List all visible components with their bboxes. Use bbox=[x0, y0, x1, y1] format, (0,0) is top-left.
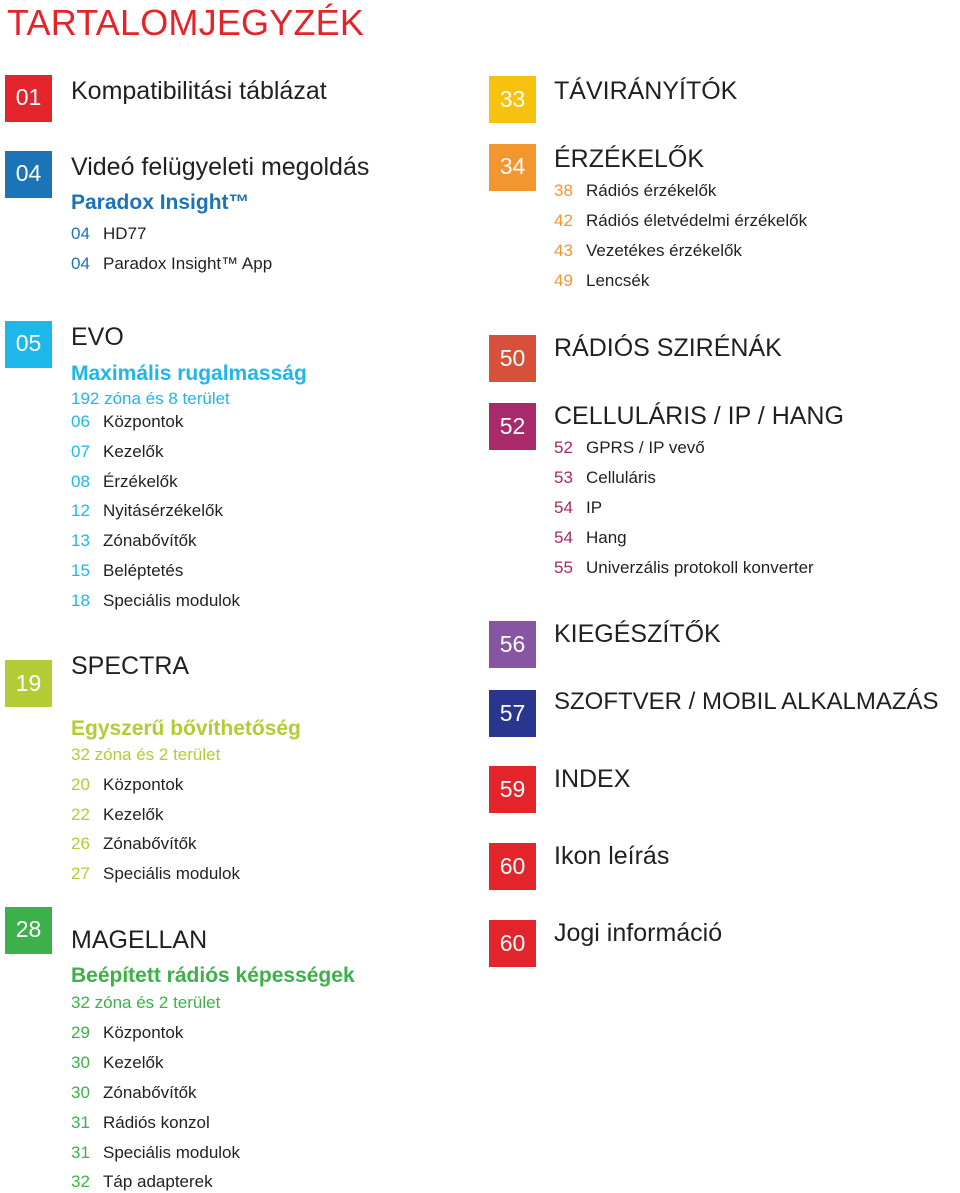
toc-item-page: 04 bbox=[71, 224, 90, 243]
toc-item-page: 43 bbox=[554, 241, 573, 260]
section-badge-52: 52 bbox=[489, 403, 536, 450]
toc-item-page: 08 bbox=[71, 472, 90, 491]
toc-item-page: 20 bbox=[71, 775, 90, 794]
toc-item-label: Érzékelők bbox=[103, 472, 178, 491]
toc-item-label: Vezetékes érzékelők bbox=[586, 241, 742, 260]
toc-item-page: 54 bbox=[554, 528, 573, 547]
toc-item[interactable] bbox=[71, 253, 272, 275]
section-heading-evo[interactable]: EVO bbox=[71, 323, 124, 351]
toc-item[interactable] bbox=[554, 210, 807, 232]
section-badge-01: 01 bbox=[5, 75, 52, 122]
toc-item[interactable] bbox=[554, 180, 716, 202]
toc-item[interactable] bbox=[71, 411, 183, 433]
toc-item[interactable] bbox=[71, 1142, 240, 1164]
toc-item-page: 18 bbox=[71, 591, 90, 610]
toc-item-label: Kezelők bbox=[103, 442, 164, 461]
toc-item[interactable] bbox=[554, 240, 742, 262]
section-note-evo: 192 zóna és 8 terület bbox=[71, 389, 230, 408]
section-heading-compatibility[interactable]: Kompatibilitási táblázat bbox=[71, 77, 327, 105]
toc-item-label: Központok bbox=[103, 412, 184, 431]
toc-item-label: Központok bbox=[103, 775, 184, 794]
toc-item-page: 04 bbox=[71, 254, 90, 273]
toc-item[interactable] bbox=[71, 1052, 163, 1074]
toc-item-page: 22 bbox=[71, 805, 90, 824]
toc-item[interactable] bbox=[554, 527, 627, 549]
section-heading-icon-description[interactable]: Ikon leírás bbox=[554, 842, 670, 870]
section-subtitle-insight: Paradox Insight™ bbox=[71, 191, 250, 214]
toc-item-label: Nyitásérzékelők bbox=[103, 501, 223, 520]
toc-item-page: 30 bbox=[71, 1053, 90, 1072]
toc-item-label: Speciális modulok bbox=[103, 1143, 241, 1162]
section-heading-magellan[interactable]: MAGELLAN bbox=[71, 926, 208, 954]
toc-item-label: Rádiós konzol bbox=[103, 1113, 210, 1132]
section-badge-60-icons: 60 bbox=[489, 843, 536, 890]
toc-item-page: 54 bbox=[554, 498, 573, 517]
page-title: TARTALOMJEGYZÉK bbox=[7, 2, 365, 43]
toc-item[interactable] bbox=[71, 1022, 183, 1044]
toc-item[interactable] bbox=[71, 500, 223, 522]
section-badge-57: 57 bbox=[489, 690, 536, 737]
toc-item[interactable] bbox=[554, 557, 814, 579]
section-note-magellan: 32 zóna és 2 terület bbox=[71, 993, 221, 1012]
toc-item[interactable] bbox=[554, 497, 602, 519]
section-badge-33: 33 bbox=[489, 76, 536, 123]
toc-item-label: IP bbox=[586, 498, 603, 517]
toc-item-label: Táp adapterek bbox=[103, 1172, 213, 1191]
toc-item-page: 55 bbox=[554, 558, 573, 577]
toc-item[interactable] bbox=[554, 467, 656, 489]
toc-item-label: Beléptetés bbox=[103, 561, 184, 580]
toc-item-label: Zónabővítők bbox=[103, 1083, 197, 1102]
toc-item-label: GPRS / IP vevő bbox=[586, 438, 705, 457]
section-heading-legal[interactable]: Jogi információ bbox=[554, 919, 723, 947]
toc-item-page: 53 bbox=[554, 468, 573, 487]
section-heading-spectra[interactable]: SPECTRA bbox=[71, 652, 190, 680]
section-heading-accessories[interactable]: KIEGÉSZÍTŐK bbox=[554, 620, 721, 648]
toc-item-page: 52 bbox=[554, 438, 573, 457]
toc-item-label: Rádiós érzékelők bbox=[586, 181, 717, 200]
toc-item[interactable] bbox=[71, 1082, 197, 1104]
toc-item[interactable] bbox=[71, 590, 240, 612]
toc-item-label: Zónabővítők bbox=[103, 834, 197, 853]
toc-item-page: 31 bbox=[71, 1143, 90, 1162]
toc-item-page: 12 bbox=[71, 501, 90, 520]
toc-item-label: Univerzális protokoll konverter bbox=[586, 558, 814, 577]
toc-item-label: Speciális modulok bbox=[103, 591, 241, 610]
section-badge-05: 05 bbox=[5, 321, 52, 368]
toc-item[interactable] bbox=[71, 560, 183, 582]
toc-item-page: 30 bbox=[71, 1083, 90, 1102]
section-badge-28: 28 bbox=[5, 907, 52, 954]
toc-item-label: Hang bbox=[586, 528, 627, 547]
toc-item[interactable] bbox=[71, 223, 146, 245]
toc-item-page: 07 bbox=[71, 442, 90, 461]
section-badge-60-legal: 60 bbox=[489, 920, 536, 967]
toc-item-page: 31 bbox=[71, 1113, 90, 1132]
toc-item-label: Zónabővítők bbox=[103, 531, 197, 550]
toc-item-label: Speciális modulok bbox=[103, 864, 241, 883]
section-heading-index[interactable]: INDEX bbox=[554, 765, 631, 793]
toc-item[interactable] bbox=[71, 1171, 213, 1193]
toc-item[interactable] bbox=[71, 804, 163, 826]
toc-item-page: 15 bbox=[71, 561, 90, 580]
section-subtitle-evo: Maximális rugalmasság bbox=[71, 362, 307, 385]
section-heading-software[interactable]: SZOFTVER / MOBIL ALKALMAZÁS bbox=[554, 688, 939, 715]
section-heading-remotes[interactable]: TÁVIRÁNYÍTÓK bbox=[554, 77, 738, 105]
toc-item-page: 27 bbox=[71, 864, 90, 883]
toc-item-label: Lencsék bbox=[586, 271, 650, 290]
toc-item[interactable] bbox=[71, 833, 197, 855]
toc-item-label: Celluláris bbox=[586, 468, 656, 487]
section-badge-34: 34 bbox=[489, 144, 536, 191]
toc-item-label: Kezelők bbox=[103, 805, 164, 824]
toc-item[interactable] bbox=[554, 437, 705, 459]
toc-item-page: 49 bbox=[554, 271, 573, 290]
toc-item[interactable] bbox=[71, 1112, 210, 1134]
toc-item-label: Központok bbox=[103, 1023, 184, 1042]
section-heading-video[interactable]: Videó felügyeleti megoldás bbox=[71, 153, 370, 181]
toc-item[interactable] bbox=[71, 530, 197, 552]
section-badge-59: 59 bbox=[489, 766, 536, 813]
toc-item[interactable] bbox=[71, 774, 183, 796]
section-badge-19: 19 bbox=[5, 660, 52, 707]
section-heading-sirens[interactable]: RÁDIÓS SZIRÉNÁK bbox=[554, 334, 782, 362]
toc-item-label: Kezelők bbox=[103, 1053, 164, 1072]
toc-item[interactable] bbox=[71, 441, 163, 463]
toc-item[interactable] bbox=[554, 270, 649, 292]
toc-item-page: 13 bbox=[71, 531, 90, 550]
toc-item[interactable] bbox=[71, 863, 240, 885]
section-badge-56: 56 bbox=[489, 621, 536, 668]
toc-item-page: 26 bbox=[71, 834, 90, 853]
toc-item-page: 42 bbox=[554, 211, 573, 230]
toc-item-label: HD77 bbox=[103, 224, 147, 243]
toc-item[interactable] bbox=[71, 471, 178, 493]
section-heading-cellular[interactable]: CELLULÁRIS / IP / HANG bbox=[554, 402, 844, 430]
section-badge-50: 50 bbox=[489, 335, 536, 382]
toc-item-page: 06 bbox=[71, 412, 90, 431]
toc-item-page: 32 bbox=[71, 1172, 90, 1191]
toc-item-page: 29 bbox=[71, 1023, 90, 1042]
section-subtitle-spectra: Egyszerű bővíthetőség bbox=[71, 717, 301, 740]
section-note-spectra: 32 zóna és 2 terület bbox=[71, 745, 221, 764]
section-heading-detectors[interactable]: ÉRZÉKELŐK bbox=[554, 145, 705, 173]
section-subtitle-magellan: Beépített rádiós képességek bbox=[71, 964, 355, 987]
toc-item-label: Paradox Insight™ App bbox=[103, 254, 273, 273]
toc-item-page: 38 bbox=[554, 181, 573, 200]
toc-item-label: Rádiós életvédelmi érzékelők bbox=[586, 211, 808, 230]
section-badge-04: 04 bbox=[5, 151, 52, 198]
